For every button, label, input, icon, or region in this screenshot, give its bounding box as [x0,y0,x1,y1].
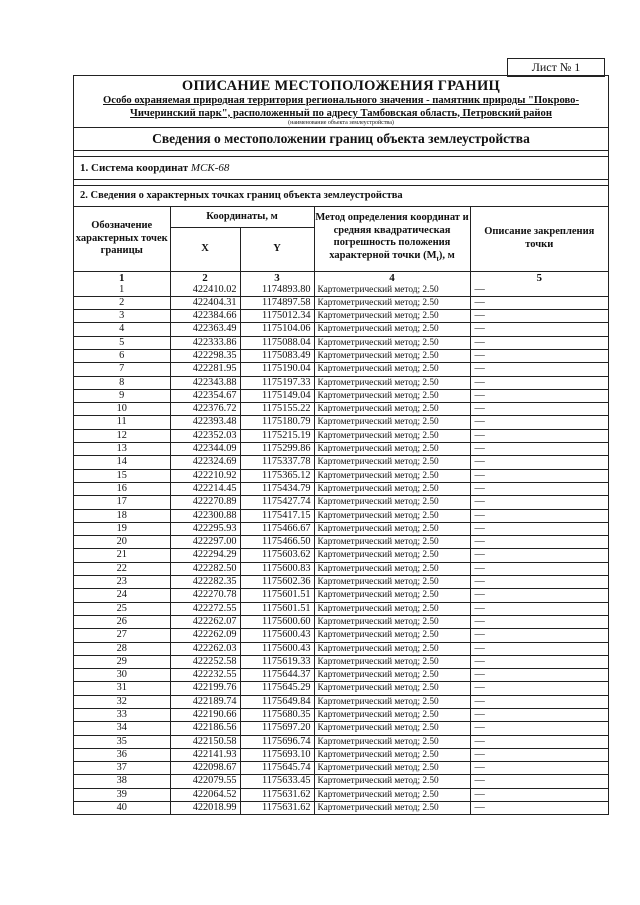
table-row [74,456,608,469]
y-coordinate: 1175602.36 [240,576,314,589]
table-row [74,642,608,655]
method-accuracy: Картометрический метод; 2.50 [314,735,470,748]
document-title: ОПИСАНИЕ МЕСТОПОЛОЖЕНИЯ ГРАНИЦ [181,78,501,94]
point-number: 3 [74,310,170,323]
x-coordinate: 422232.55 [170,669,240,682]
x-coordinate: 422300.88 [170,509,240,522]
fixation-description: — [470,456,608,469]
x-coordinate: 422354.67 [170,389,240,402]
x-coordinate: 422324.69 [170,456,240,469]
y-coordinate: 1175633.45 [240,775,314,788]
point-number: 34 [74,722,170,735]
method-accuracy: Картометрический метод; 2.50 [314,416,470,429]
table-row [74,762,608,775]
method-accuracy: Картометрический метод; 2.50 [314,456,470,469]
x-coordinate: 422214.45 [170,482,240,495]
sheet-number: Лист № 1 [507,58,605,77]
y-coordinate: 1174893.80 [240,284,314,297]
x-coordinate: 422384.66 [170,310,240,323]
fixation-description: — [470,416,608,429]
y-coordinate: 1175693.10 [240,748,314,761]
x-coordinate: 422098.67 [170,762,240,775]
y-coordinate: 1175600.43 [240,629,314,642]
point-number: 12 [74,429,170,442]
document-header [74,76,608,128]
method-accuracy: Картометрический метод; 2.50 [314,310,470,323]
table-row [74,735,608,748]
y-coordinate: 1175149.04 [240,389,314,402]
table-row [74,695,608,708]
table-row [74,802,608,815]
point-number: 11 [74,416,170,429]
method-accuracy: Картометрический метод; 2.50 [314,629,470,642]
method-accuracy: Картометрический метод; 2.50 [314,722,470,735]
method-accuracy: Картометрический метод; 2.50 [314,403,470,416]
method-accuracy: Картометрический метод; 2.50 [314,536,470,549]
table-row [74,509,608,522]
point-number: 15 [74,469,170,482]
table-row [74,376,608,389]
method-accuracy: Картометрический метод; 2.50 [314,775,470,788]
y-coordinate: 1175645.29 [240,682,314,695]
point-number: 21 [74,549,170,562]
table-row [74,296,608,309]
y-coordinate: 1175644.37 [240,669,314,682]
point-number: 16 [74,482,170,495]
point-number: 40 [74,802,170,815]
y-coordinate: 1175427.74 [240,496,314,509]
x-coordinate: 422282.35 [170,576,240,589]
method-accuracy: Картометрический метод; 2.50 [314,695,470,708]
table-row [74,336,608,349]
table-row [74,775,608,788]
table-row [74,655,608,668]
method-accuracy: Картометрический метод; 2.50 [314,429,470,442]
table-row [74,629,608,642]
point-number: 5 [74,336,170,349]
method-accuracy: Картометрический метод; 2.50 [314,336,470,349]
y-coordinate: 1175619.33 [240,655,314,668]
point-number: 31 [74,682,170,695]
fixation-description: — [470,482,608,495]
fixation-description: — [470,549,608,562]
table-row [74,482,608,495]
point-number: 23 [74,576,170,589]
method-accuracy: Картометрический метод; 2.50 [314,788,470,801]
fixation-description: — [470,788,608,801]
point-number: 14 [74,456,170,469]
table-row [74,363,608,376]
x-coordinate: 422190.66 [170,709,240,722]
fixation-description: — [470,310,608,323]
col-header-description: Описание закрепления точки [470,207,608,271]
method-accuracy: Картометрический метод; 2.50 [314,709,470,722]
point-number: 1 [74,284,170,297]
x-coordinate: 422186.56 [170,722,240,735]
boundary-points-table [74,207,608,814]
table-row [74,562,608,575]
fixation-description: — [470,615,608,628]
object-name-caption: (наименование объекта землеустройства) [288,120,394,126]
fixation-description: — [470,709,608,722]
fixation-description: — [470,642,608,655]
section-title: Сведения о местоположении границ объекта землеустройства [74,128,608,151]
col-header-point: Обозначение характерных точек границы [74,207,170,271]
table-row [74,416,608,429]
table-row [74,589,608,602]
x-coordinate: 422252.58 [170,655,240,668]
point-number: 18 [74,509,170,522]
y-coordinate: 1175600.60 [240,615,314,628]
object-name-line-1: Особо охраняемая природная территория регионального значения - памятник природы "Покрово- [103,95,579,106]
y-coordinate: 1175645.74 [240,762,314,775]
fixation-description: — [470,323,608,336]
y-coordinate: 1175466.50 [240,536,314,549]
point-number: 19 [74,522,170,535]
method-accuracy: Картометрический метод; 2.50 [314,802,470,815]
fixation-description: — [470,655,608,668]
fixation-description: — [470,376,608,389]
method-accuracy: Картометрический метод; 2.50 [314,296,470,309]
table-row [74,748,608,761]
y-coordinate: 1175197.33 [240,376,314,389]
fixation-description: — [470,748,608,761]
table-row [74,469,608,482]
x-coordinate: 422410.02 [170,284,240,297]
fixation-description: — [470,403,608,416]
point-number: 36 [74,748,170,761]
y-coordinate: 1175601.51 [240,602,314,615]
fixation-description: — [470,562,608,575]
fixation-description: — [470,336,608,349]
table-row [74,389,608,402]
fixation-description: — [470,363,608,376]
table-row [74,323,608,336]
fixation-description: — [470,602,608,615]
method-accuracy: Картометрический метод; 2.50 [314,482,470,495]
point-number: 9 [74,389,170,402]
method-accuracy: Картометрический метод; 2.50 [314,602,470,615]
y-coordinate: 1175600.43 [240,642,314,655]
y-coordinate: 1175417.15 [240,509,314,522]
table-row [74,310,608,323]
y-coordinate: 1175104.06 [240,323,314,336]
table-row [74,709,608,722]
fixation-description: — [470,682,608,695]
x-coordinate: 422393.48 [170,416,240,429]
fixation-description: — [470,669,608,682]
fixation-description: — [470,284,608,297]
object-name-line-2: Чичеринский парк", расположенный по адресу Тамбовская область, Петровский район [130,107,552,119]
y-coordinate: 1175337.78 [240,456,314,469]
table-row [74,496,608,509]
point-number: 4 [74,323,170,336]
x-coordinate: 422189.74 [170,695,240,708]
coordinate-system-label: 1. Система координат [80,162,189,174]
fixation-description: — [470,469,608,482]
y-coordinate: 1175603.62 [240,549,314,562]
point-number: 39 [74,788,170,801]
x-coordinate: 422404.31 [170,296,240,309]
table-row [74,349,608,362]
y-coordinate: 1175180.79 [240,416,314,429]
y-coordinate: 1175088.04 [240,336,314,349]
method-accuracy: Картометрический метод; 2.50 [314,496,470,509]
table-row [74,443,608,456]
table-row [74,522,608,535]
method-accuracy: Картометрический метод; 2.50 [314,762,470,775]
document-frame [73,75,609,815]
coordinate-system [74,157,608,180]
x-coordinate: 422270.89 [170,496,240,509]
point-number: 28 [74,642,170,655]
table-row [74,549,608,562]
fixation-description: — [470,296,608,309]
table-row [74,403,608,416]
x-coordinate: 422262.03 [170,642,240,655]
y-coordinate: 1174897.58 [240,296,314,309]
method-accuracy: Картометрический метод; 2.50 [314,642,470,655]
table-row [74,576,608,589]
y-coordinate: 1175600.83 [240,562,314,575]
point-number: 29 [74,655,170,668]
x-coordinate: 422294.29 [170,549,240,562]
point-number: 2 [74,296,170,309]
point-number: 6 [74,349,170,362]
fixation-description: — [470,576,608,589]
y-coordinate: 1175365.12 [240,469,314,482]
point-number: 8 [74,376,170,389]
y-coordinate: 1175631.62 [240,802,314,815]
x-coordinate: 422262.09 [170,629,240,642]
col-header-coords: Координаты, м [170,207,314,227]
fixation-description: — [470,429,608,442]
fixation-description: — [470,802,608,815]
method-accuracy: Картометрический метод; 2.50 [314,549,470,562]
method-accuracy: Картометрический метод; 2.50 [314,469,470,482]
y-coordinate: 1175434.79 [240,482,314,495]
col-header-method: Метод определения координат и средняя квадратическая погрешность положения характерной точки $(М_t)$, м [314,207,470,271]
y-coordinate: 1175680.35 [240,709,314,722]
y-coordinate: 1175012.34 [240,310,314,323]
x-coordinate: 422064.52 [170,788,240,801]
x-coordinate: 422270.78 [170,589,240,602]
fixation-description: — [470,349,608,362]
y-coordinate: 1175215.19 [240,429,314,442]
point-number: 13 [74,443,170,456]
fixation-description: — [470,775,608,788]
table-row [74,788,608,801]
y-coordinate: 1175299.86 [240,443,314,456]
x-coordinate: 422297.00 [170,536,240,549]
x-coordinate: 422281.95 [170,363,240,376]
y-coordinate: 1175649.84 [240,695,314,708]
method-accuracy: Картометрический метод; 2.50 [314,576,470,589]
y-coordinate: 1175631.62 [240,788,314,801]
y-coordinate: 1175083.49 [240,349,314,362]
fixation-description: — [470,509,608,522]
point-number: 24 [74,589,170,602]
x-coordinate: 422079.55 [170,775,240,788]
table-row [74,536,608,549]
x-coordinate: 422141.93 [170,748,240,761]
method-accuracy: Картометрический метод; 2.50 [314,589,470,602]
fixation-description: — [470,629,608,642]
table-row [74,669,608,682]
method-accuracy: Картометрический метод; 2.50 [314,443,470,456]
method-accuracy: Картометрический метод; 2.50 [314,363,470,376]
x-coordinate: 422298.35 [170,349,240,362]
fixation-description: — [470,443,608,456]
method-accuracy: Картометрический метод; 2.50 [314,284,470,297]
method-accuracy: Картометрический метод; 2.50 [314,389,470,402]
point-number: 32 [74,695,170,708]
method-accuracy: Картометрический метод; 2.50 [314,522,470,535]
fixation-description: — [470,735,608,748]
point-number: 26 [74,615,170,628]
table-row [74,682,608,695]
point-number: 25 [74,602,170,615]
method-accuracy: Картометрический метод; 2.50 [314,669,470,682]
fixation-description: — [470,589,608,602]
point-number: 20 [74,536,170,549]
y-coordinate: 1175466.67 [240,522,314,535]
point-number: 35 [74,735,170,748]
x-coordinate: 422272.55 [170,602,240,615]
x-coordinate: 422333.86 [170,336,240,349]
table-row [74,284,608,297]
fixation-description: — [470,389,608,402]
x-coordinate: 422210.92 [170,469,240,482]
fixation-description: — [470,496,608,509]
point-number: 22 [74,562,170,575]
column-numbers-row: 1 2 3 4 5 [74,271,608,284]
x-coordinate: 422376.72 [170,403,240,416]
coordinate-system-value: МСК-68 [190,162,230,174]
method-accuracy: Картометрический метод; 2.50 [314,323,470,336]
x-coordinate: 422018.99 [170,802,240,815]
x-coordinate: 422150.58 [170,735,240,748]
point-number: 10 [74,403,170,416]
x-coordinate: 422343.88 [170,376,240,389]
method-accuracy: Картометрический метод; 2.50 [314,682,470,695]
point-number: 27 [74,629,170,642]
table-row [74,722,608,735]
fixation-description: — [470,762,608,775]
table-row [74,602,608,615]
fixation-description: — [470,722,608,735]
points-section-title: 2. Сведения о характерных точках границ объекта землеустройства [74,186,608,207]
method-accuracy: Картометрический метод; 2.50 [314,655,470,668]
table-row [74,615,608,628]
point-number: 37 [74,762,170,775]
y-coordinate: 1175601.51 [240,589,314,602]
method-accuracy: Картометрический метод; 2.50 [314,509,470,522]
method-accuracy: Картометрический метод; 2.50 [314,562,470,575]
y-coordinate: 1175190.04 [240,363,314,376]
method-accuracy: Картометрический метод; 2.50 [314,748,470,761]
x-coordinate: 422344.09 [170,443,240,456]
method-accuracy: Картометрический метод; 2.50 [314,615,470,628]
method-accuracy: Картометрический метод; 2.50 [314,376,470,389]
method-accuracy: Картометрический метод; 2.50 [314,349,470,362]
col-header-x: X [170,227,240,271]
y-coordinate: 1175696.74 [240,735,314,748]
fixation-description: — [470,522,608,535]
table-row [74,429,608,442]
y-coordinate: 1175697.20 [240,722,314,735]
point-number: 17 [74,496,170,509]
point-number: 7 [74,363,170,376]
point-number: 33 [74,709,170,722]
x-coordinate: 422352.03 [170,429,240,442]
x-coordinate: 422262.07 [170,615,240,628]
point-number: 30 [74,669,170,682]
x-coordinate: 422199.76 [170,682,240,695]
x-coordinate: 422282.50 [170,562,240,575]
x-coordinate: 422363.49 [170,323,240,336]
fixation-description: — [470,536,608,549]
x-coordinate: 422295.93 [170,522,240,535]
y-coordinate: 1175155.22 [240,403,314,416]
fixation-description: — [470,695,608,708]
col-header-y: Y [240,227,314,271]
point-number: 38 [74,775,170,788]
